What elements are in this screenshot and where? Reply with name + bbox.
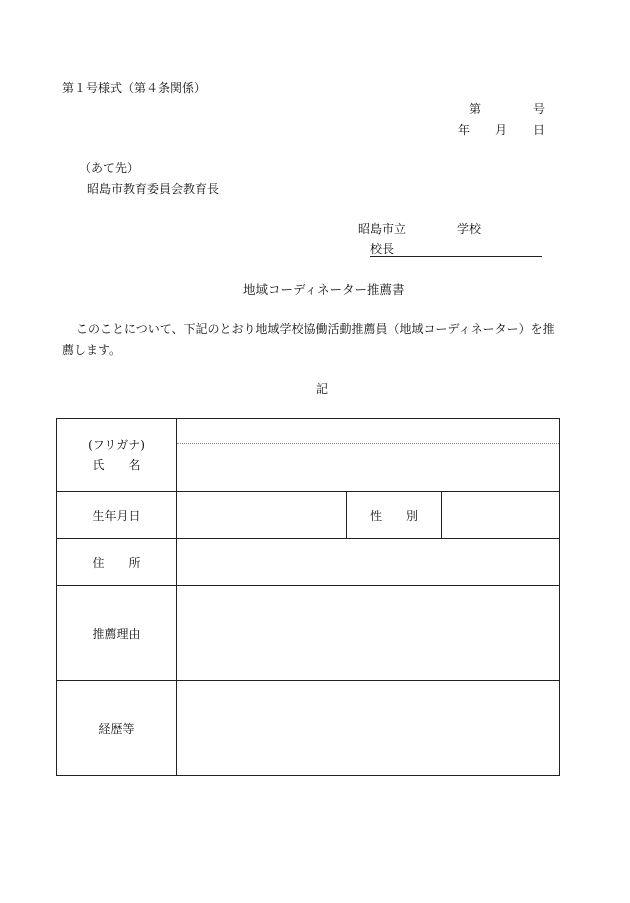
birthdate-label: 生年月日 xyxy=(57,492,177,539)
address-field[interactable] xyxy=(177,539,560,586)
address-label: 住 所 xyxy=(57,539,177,586)
birthdate-field[interactable] xyxy=(177,492,347,539)
reason-label: 推薦理由 xyxy=(57,586,177,681)
form-id: 第１号様式（第４条関係） xyxy=(62,81,207,95)
document-title: 地域コーディネーター推薦書 xyxy=(243,282,405,297)
school-prefix: 昭島市立 xyxy=(358,222,407,236)
furigana-field[interactable] xyxy=(177,419,559,444)
name-field[interactable] xyxy=(177,419,560,492)
principal-label: 校長 xyxy=(370,242,395,256)
name-label-cell xyxy=(57,419,177,492)
date-month: 月 xyxy=(495,123,508,137)
furigana-label: (フリガナ) xyxy=(88,438,145,452)
date-year: 年 xyxy=(458,123,471,137)
date-day: 日 xyxy=(533,123,546,137)
history-field[interactable] xyxy=(177,681,560,776)
history-label: 経歴等 xyxy=(57,681,177,776)
name-label: 氏 名 xyxy=(92,458,141,472)
gender-label: 性 別 xyxy=(347,492,442,539)
body-text-line2: 薦します。 xyxy=(62,343,122,357)
body-text-line1: このことについて、下記のとおり地域学校協働活動推薦員（地域コーディネーター）を推 xyxy=(76,322,555,336)
addressee-label: （あて先） xyxy=(79,161,140,175)
addressee-name: 昭島市教育委員会教育長 xyxy=(87,182,220,196)
gender-field[interactable] xyxy=(442,492,560,539)
school-suffix: 学校 xyxy=(457,222,482,236)
principal-signature-line xyxy=(370,242,542,257)
doc-number-prefix: 第 xyxy=(469,102,482,116)
reason-field[interactable] xyxy=(177,586,560,681)
doc-number-suffix: 号 xyxy=(533,102,546,116)
recommendation-table xyxy=(56,418,560,776)
ki-heading: 記 xyxy=(316,382,329,396)
